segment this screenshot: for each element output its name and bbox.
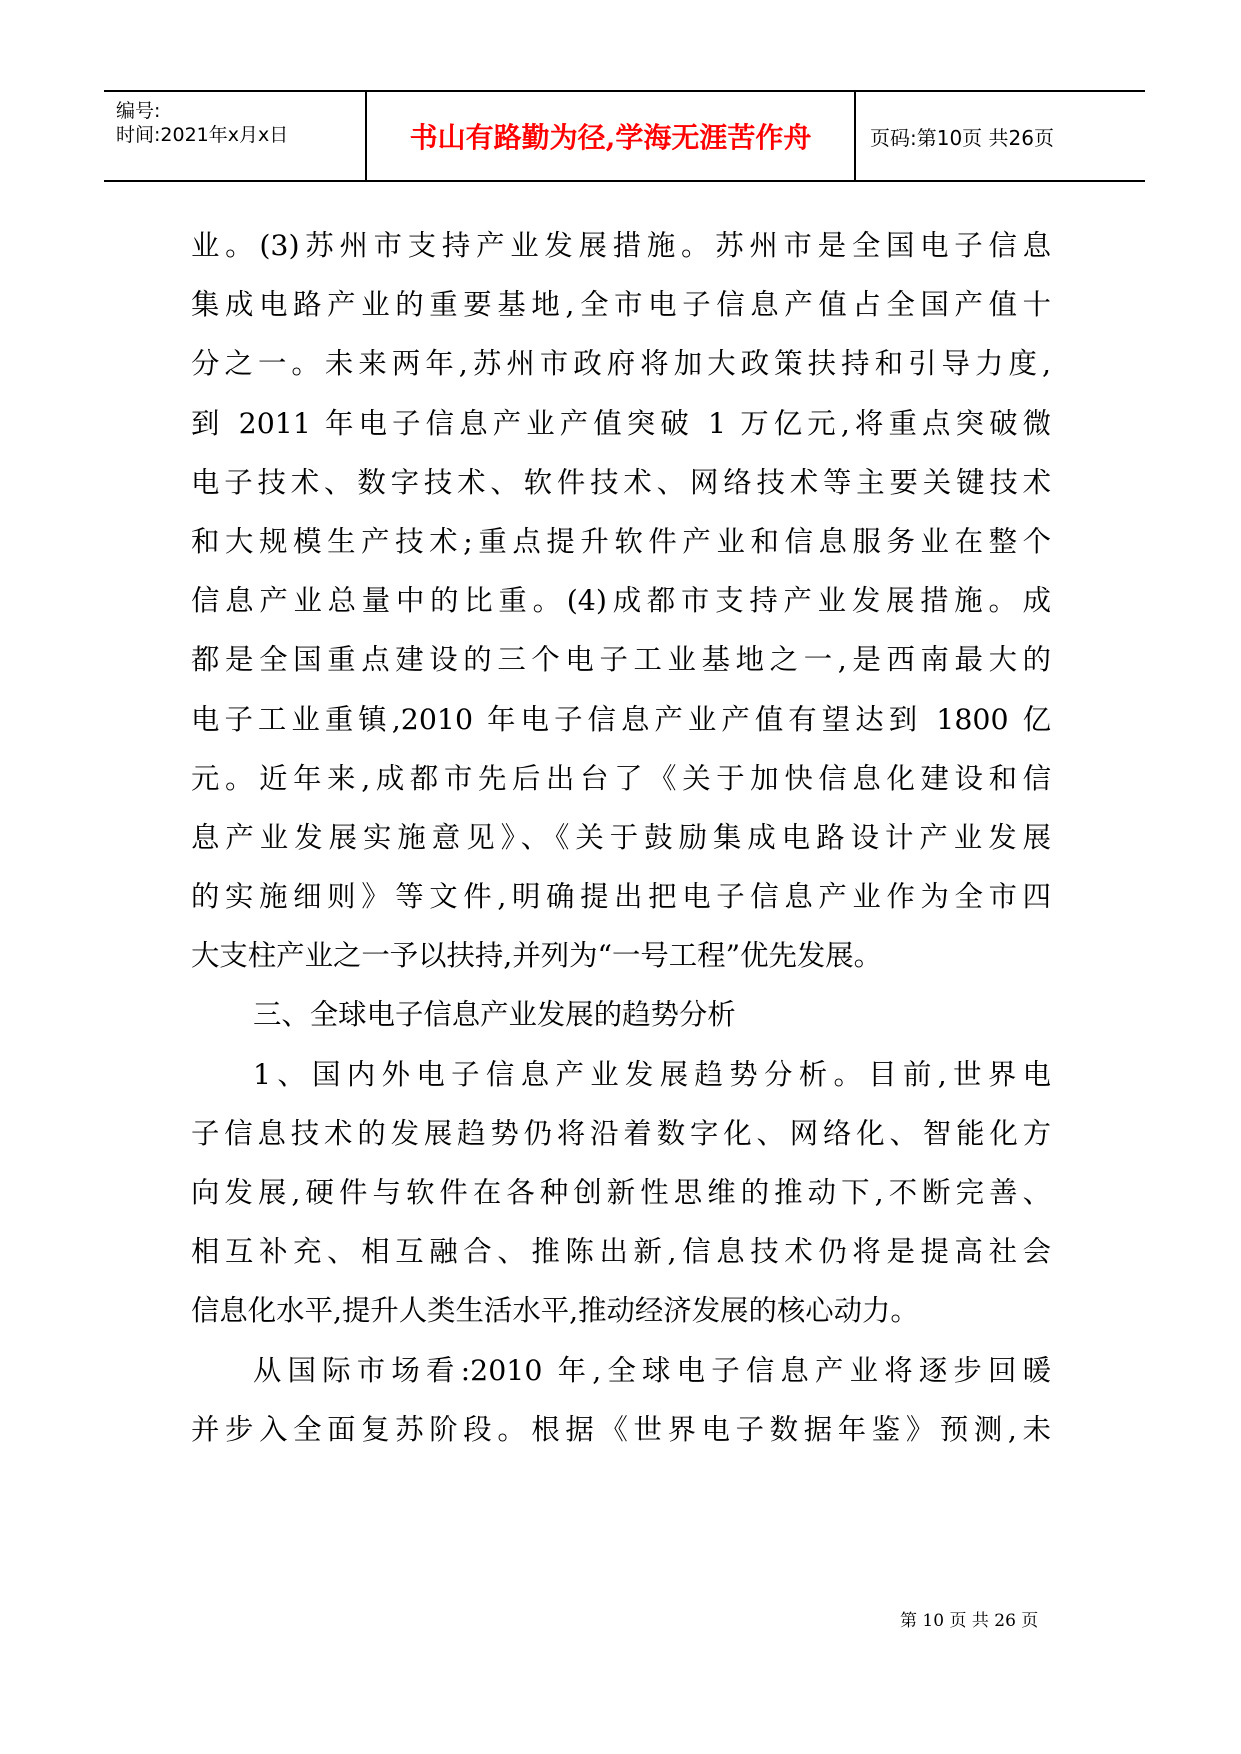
section-heading: 三、全球电子信息产业发展的趋势分析 [253,998,736,1032]
body-line: 业。(3)苏州市支持产业发展措施。苏州市是全国电子信息 [191,229,1051,262]
document-number-label: 编号: [116,100,161,122]
body-line: 分之一。未来两年,苏州市政府将加大政策扶持和引导力度, [191,347,1051,381]
document-time-label: 时间:2021年x月x日 [116,124,289,146]
header-page-info: 页码:第10页 共26页 [870,125,1054,150]
body-line: 电子技术、数字技术、软件技术、网络技术等主要关键技术 [191,465,1051,499]
body-line: 大支柱产业之一予以扶持,并列为“一号工程”优先发展。 [191,939,883,973]
body-line: 向发展,硬件与软件在各种创新性思维的推动下,不断完善、 [191,1176,1051,1209]
document-body [191,216,1051,1459]
body-line: 并步入全面复苏阶段。根据《世界电子数据年鉴》预测,未 [191,1412,1051,1446]
body-line: 相互补充、相互融合、推陈出新,信息技术仍将是提高社会 [191,1235,1051,1269]
page-footer: 第 10 页 共 26 页 [900,1611,1039,1631]
page-header [104,90,1145,182]
body-line: 电子工业重镇,2010 年电子信息产业产值有望达到 1800 亿 [191,702,1051,736]
header-meta [104,92,367,180]
body-line: 信息化水平,提升人类生活水平,推动经济发展的核心动力。 [191,1294,919,1328]
body-line: 元。近年来,成都市先后出台了《关于加快信息化建设和信 [191,761,1051,795]
body-line: 息产业发展实施意见》、《关于鼓励集成电路设计产业发展 [191,820,1051,854]
body-line: 到 2011 年电子信息产业产值突破 1 万亿元,将重点突破微 [191,406,1051,440]
body-line: 信息产业总量中的比重。(4)成都市支持产业发展措施。成 [191,584,1051,618]
body-line: 和大规模生产技术;重点提升软件产业和信息服务业在整个 [191,524,1051,558]
body-line: 集成电路产业的重要基地,全市电子信息产值占全国产值十 [191,288,1051,322]
body-line: 子信息技术的发展趋势仍将沿着数字化、网络化、智能化方 [191,1116,1051,1150]
body-line: 1、国内外电子信息产业发展趋势分析。目前,世界电 [253,1057,1051,1091]
header-motto: 书山有路勤为径,学海无涯苦作舟 [367,92,856,180]
body-line: 的实施细则》等文件,明确提出把电子信息产业作为全市四 [191,880,1051,914]
body-line: 都是全国重点建设的三个电子工业基地之一,是西南最大的 [191,643,1051,677]
body-line: 从国际市场看:2010 年,全球电子信息产业将逐步回暖 [253,1353,1051,1387]
